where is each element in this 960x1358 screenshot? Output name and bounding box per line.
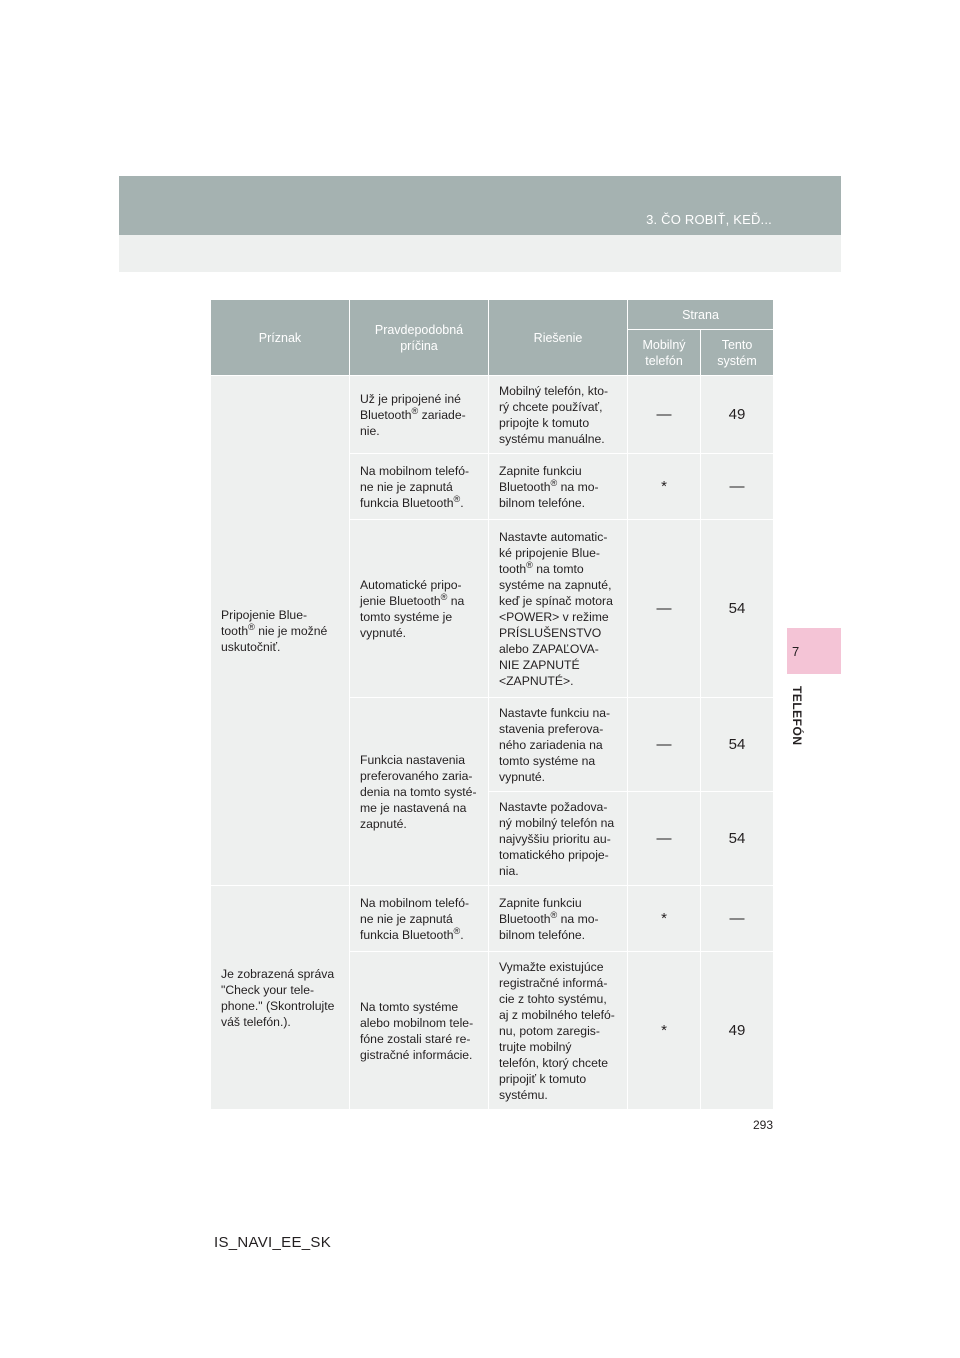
page-system: 54 (701, 698, 774, 792)
registered-mark: ® (526, 559, 533, 570)
page-system: 49 (701, 376, 774, 454)
cause-cell: Na tomto systéme alebo mobilnom tele- fóne zostali staré re- gistračné informácie. (350, 952, 489, 1110)
header-subband (119, 235, 841, 272)
header-cause: Pravdepodobná príčina (350, 300, 489, 376)
cause-cell: Na mobilnom telefó- ne nie je zapnutá funkcia Bluetooth®. (350, 454, 489, 520)
header-page: Strana (628, 300, 774, 330)
chapter-name: TELEFÓN (790, 686, 804, 746)
registered-mark: ® (550, 909, 558, 920)
symptom-cell: Je zobrazená správa "Check your tele- phone." (Skontrolujte váš telefón.). (211, 886, 350, 1110)
footer-code: IS_NAVI_EE_SK (214, 1234, 332, 1251)
solution-cell: Nastavte automatic- ké pripojenie Blue- tooth® na tomto systéme na zapnuté, keď je spínač motora <POWER> v režime PRÍSLUŠENSTVO alebo ZAPAĽOVA- NIE ZAPNUTÉ <ZAPNUTÉ>. (489, 520, 628, 698)
cause-cell: Funkcia nastavenia preferovaného zaria- denia na tomto systé- me je nastavená na zapnuté. (350, 698, 489, 886)
section-title: 3. ČO ROBIŤ, KEĎ... (646, 212, 772, 227)
cause-cell: Automatické pripo- jenie Bluetooth® na tomto systéme je vypnuté. (350, 520, 489, 698)
page-number: 293 (752, 1118, 773, 1132)
solution-cell: Nastavte funkciu na- stavenia preferova- ného zariadenia na tomto systéme na vypnuté. (489, 698, 628, 792)
registered-mark: ® (248, 621, 255, 632)
registered-mark: ® (550, 477, 558, 488)
solution-cell: Zapnite funkciu Bluetooth® na mo- bilnom telefóne. (489, 886, 628, 952)
table-row (211, 886, 774, 952)
page-phone: — (628, 520, 701, 698)
solution-cell: Vymažte existujúce registračné informá- cie z tohto systému, aj z mobilného telefó- nu, potom zaregis- trujte mobilný telefón, ktorý chcete pripojiť k tomuto systému. (489, 952, 628, 1110)
header-symptom: Príznak (211, 300, 350, 376)
chapter-number: 7 (792, 644, 800, 659)
header-system: Tento systém (701, 330, 774, 376)
page-phone: — (628, 698, 701, 792)
header-solution: Riešenie (489, 300, 628, 376)
page-system: 54 (701, 792, 774, 886)
page-phone: * (628, 886, 701, 952)
cause-cell: Na mobilnom telefó- ne nie je zapnutá funkcia Bluetooth®. (350, 886, 489, 952)
registered-mark: ® (411, 405, 419, 416)
registered-mark: ® (440, 591, 448, 602)
page-phone: * (628, 952, 701, 1110)
symptom-cell: Pripojenie Blue- tooth® nie je možné uskutočniť. (211, 376, 350, 886)
registered-mark: ® (453, 925, 461, 936)
page-phone: * (628, 454, 701, 520)
table-row (211, 376, 774, 454)
registered-mark: ® (453, 493, 461, 504)
cause-cell: Už je pripojené iné Bluetooth® zariade- nie. (350, 376, 489, 454)
solution-cell: Nastavte požadova- ný mobilný telefón na najvyššiu prioritu au- tomatického pripoje- nia. (489, 792, 628, 886)
page-system: 54 (701, 520, 774, 698)
header-phone: Mobilný telefón (628, 330, 701, 376)
page-system: — (701, 886, 774, 952)
solution-cell: Mobilný telefón, kto- rý chcete používať, pripojte k tomuto systému manuálne. (489, 376, 628, 454)
page-system: 49 (701, 952, 774, 1110)
troubleshooting-table (210, 299, 774, 1110)
page-phone: — (628, 792, 701, 886)
page-phone: — (628, 376, 701, 454)
page-system: — (701, 454, 774, 520)
solution-cell: Zapnite funkciu Bluetooth® na mo- bilnom telefóne. (489, 454, 628, 520)
